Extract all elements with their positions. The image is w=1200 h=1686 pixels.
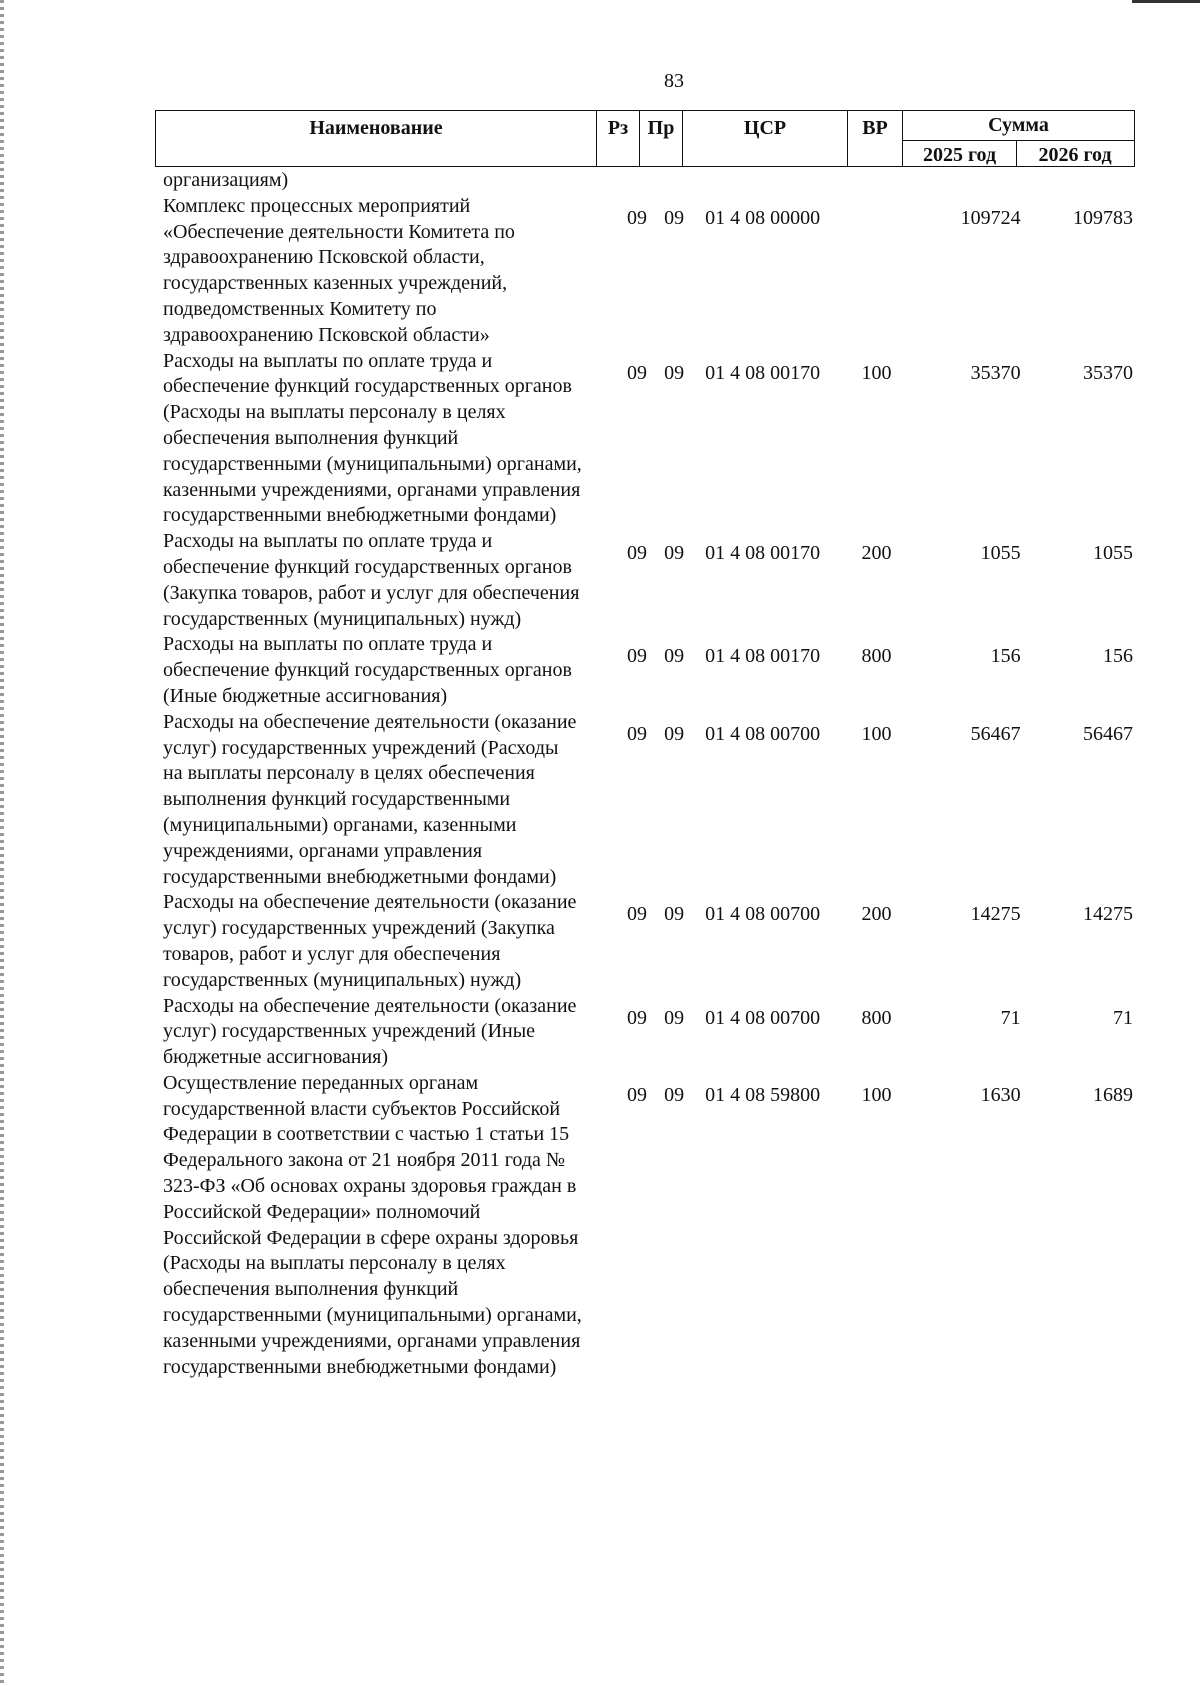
scan-edge-left bbox=[0, 0, 4, 1686]
row-vr: 100 bbox=[861, 361, 892, 384]
row-name: Расходы на выплаты по оплате труда и обеспечение функций государственных органов (Расходы на выплаты персоналу в целях обеспечения выполнения функций государственными (муниципальными) органами, казенными учреждениями, органами управления государственными внебюджетными фондами) bbox=[163, 349, 582, 527]
row-vr: 800 bbox=[861, 645, 892, 668]
row-sum-2026: 156 bbox=[1103, 645, 1133, 668]
header-pr-cell bbox=[640, 111, 683, 166]
table-row bbox=[163, 890, 1133, 993]
table-row bbox=[163, 168, 1133, 194]
row-sum-2026: 1055 bbox=[1093, 542, 1133, 565]
row-csr: 01 4 08 00000 bbox=[705, 206, 821, 229]
row-pr: 09 bbox=[664, 903, 685, 926]
row-sum-2025: 156 bbox=[990, 645, 1021, 668]
row-vr: 100 bbox=[861, 1083, 892, 1106]
row-rz bbox=[583, 168, 664, 194]
row-vr bbox=[861, 194, 920, 349]
row-sum-2026 bbox=[1021, 168, 1133, 194]
row-vr: 200 bbox=[861, 903, 892, 926]
row-vr: 100 bbox=[861, 722, 892, 745]
row-pr: 09 bbox=[664, 1006, 685, 1029]
row-name: Расходы на выплаты по оплате труда и обеспечение функций государственных органов (Иные бюджетные ассигнования) bbox=[163, 633, 572, 707]
header-name-cell bbox=[156, 111, 597, 166]
row-rz: 09 bbox=[627, 645, 648, 668]
row-pr: 09 bbox=[664, 542, 685, 565]
row-pr: 09 bbox=[664, 645, 685, 668]
row-rz: 09 bbox=[627, 206, 648, 229]
row-sum-2025: 109724 bbox=[960, 206, 1021, 229]
table-row bbox=[163, 194, 1133, 349]
table-row bbox=[163, 994, 1133, 1071]
table-body bbox=[163, 168, 1133, 1380]
table-row bbox=[163, 529, 1133, 632]
header-year-2026: 2026 год bbox=[1038, 144, 1112, 166]
row-csr: 01 4 08 00700 bbox=[705, 722, 821, 745]
row-csr: 01 4 08 00170 bbox=[705, 645, 821, 668]
row-pr: 09 bbox=[664, 206, 685, 229]
header-year-2025: 2025 год bbox=[922, 144, 997, 166]
row-vr: 200 bbox=[861, 542, 892, 565]
row-pr: 09 bbox=[664, 722, 685, 745]
row-csr: 01 4 08 00170 bbox=[705, 361, 821, 384]
row-sum-2026: 35370 bbox=[1083, 361, 1133, 384]
row-sum-2025: 14275 bbox=[970, 903, 1021, 926]
row-rz: 09 bbox=[627, 1083, 648, 1106]
table-row bbox=[163, 1071, 1133, 1381]
row-sum-2026: 56467 bbox=[1083, 722, 1133, 745]
row-vr: 800 bbox=[861, 1006, 892, 1029]
table-row bbox=[163, 632, 1133, 709]
page-number: 83 bbox=[664, 70, 684, 92]
row-sum-2025: 1055 bbox=[980, 542, 1021, 565]
row-rz: 09 bbox=[627, 361, 648, 384]
row-rz: 09 bbox=[627, 1006, 648, 1029]
header-rz-cell bbox=[597, 111, 640, 166]
row-pr: 09 bbox=[664, 1083, 685, 1106]
header-csr-cell bbox=[683, 111, 848, 166]
header-sum-divider bbox=[903, 140, 1134, 141]
row-pr bbox=[664, 168, 705, 194]
row-name: Комплекс процессных мероприятий «Обеспечение деятельности Комитета по здравоохранению Псковской области, государственных казенных учреждений, подведомственных Комитету по здравоохранению Псковской области» bbox=[163, 194, 515, 346]
header-rz: Рз bbox=[607, 117, 629, 139]
table-row bbox=[163, 349, 1133, 530]
row-name: Осуществление переданных органам государственной власти субъектов Российской Федерации в соответствии с частью 1 статьи 15 Федерального закона от 21 ноября 2011 года № 323-ФЗ «Об основах охраны здоровья граждан в Российской Федерации» полномочий Российской Федерации в сфере охраны здоровья (Расходы на выплаты персоналу в целях обеспечения выполнения функций государственными (муниципальными) органами, казенными учреждениями, органами управления государственными внебюджетными фондами) bbox=[163, 1071, 582, 1378]
row-csr bbox=[705, 168, 861, 194]
row-sum-2026: 109783 bbox=[1073, 206, 1133, 229]
row-sum-2025: 1630 bbox=[980, 1083, 1021, 1106]
row-csr: 01 4 08 59800 bbox=[705, 1083, 821, 1106]
row-sum-2025: 71 bbox=[1000, 1006, 1021, 1029]
row-csr: 01 4 08 00170 bbox=[705, 542, 821, 565]
row-sum-2025: 35370 bbox=[970, 361, 1021, 384]
header-pr: Пр bbox=[647, 117, 675, 139]
row-name: Расходы на обеспечение деятельности (оказание услуг) государственных учреждений (Расходы на выплаты персоналу в целях обеспечения выполнения функций государственными (муниципальными) органами, казенными учреждениями, органами управления государственными внебюджетными фондами) bbox=[163, 710, 577, 888]
row-rz: 09 bbox=[627, 903, 648, 926]
row-csr: 01 4 08 00700 bbox=[705, 903, 821, 926]
header-name: Наименование bbox=[309, 117, 443, 139]
row-name: Расходы на обеспечение деятельности (оказание услуг) государственных учреждений (Иные бюджетные ассигнования) bbox=[163, 994, 577, 1069]
row-name: Расходы на выплаты по оплате труда и обеспечение функций государственных органов (Закупка товаров, работ и услуг для обеспечения государственных (муниципальных) нужд) bbox=[163, 530, 580, 630]
row-sum-2025 bbox=[920, 168, 1021, 194]
row-rz: 09 bbox=[627, 542, 648, 565]
row-vr bbox=[861, 168, 920, 194]
row-sum-2025: 56467 bbox=[970, 722, 1021, 745]
row-sum-2026: 71 bbox=[1113, 1006, 1133, 1029]
header-vr-cell bbox=[848, 111, 903, 166]
header-vr: ВР bbox=[862, 117, 888, 139]
row-rz: 09 bbox=[627, 722, 648, 745]
table-header bbox=[155, 110, 1135, 167]
row-sum-2026: 1689 bbox=[1093, 1083, 1133, 1106]
row-name: Расходы на обеспечение деятельности (оказание услуг) государственных учреждений (Закупка товаров, работ и услуг для обеспечения государственных (муниципальных) нужд) bbox=[163, 891, 577, 991]
row-name: организациям) bbox=[163, 169, 289, 191]
header-sum: Сумма bbox=[988, 114, 1049, 136]
table-row bbox=[163, 710, 1133, 891]
row-sum-2026: 14275 bbox=[1083, 903, 1133, 926]
row-pr: 09 bbox=[664, 361, 685, 384]
scan-edge-top bbox=[1132, 0, 1200, 3]
row-csr: 01 4 08 00700 bbox=[705, 1006, 821, 1029]
header-csr: ЦСР bbox=[743, 117, 787, 139]
